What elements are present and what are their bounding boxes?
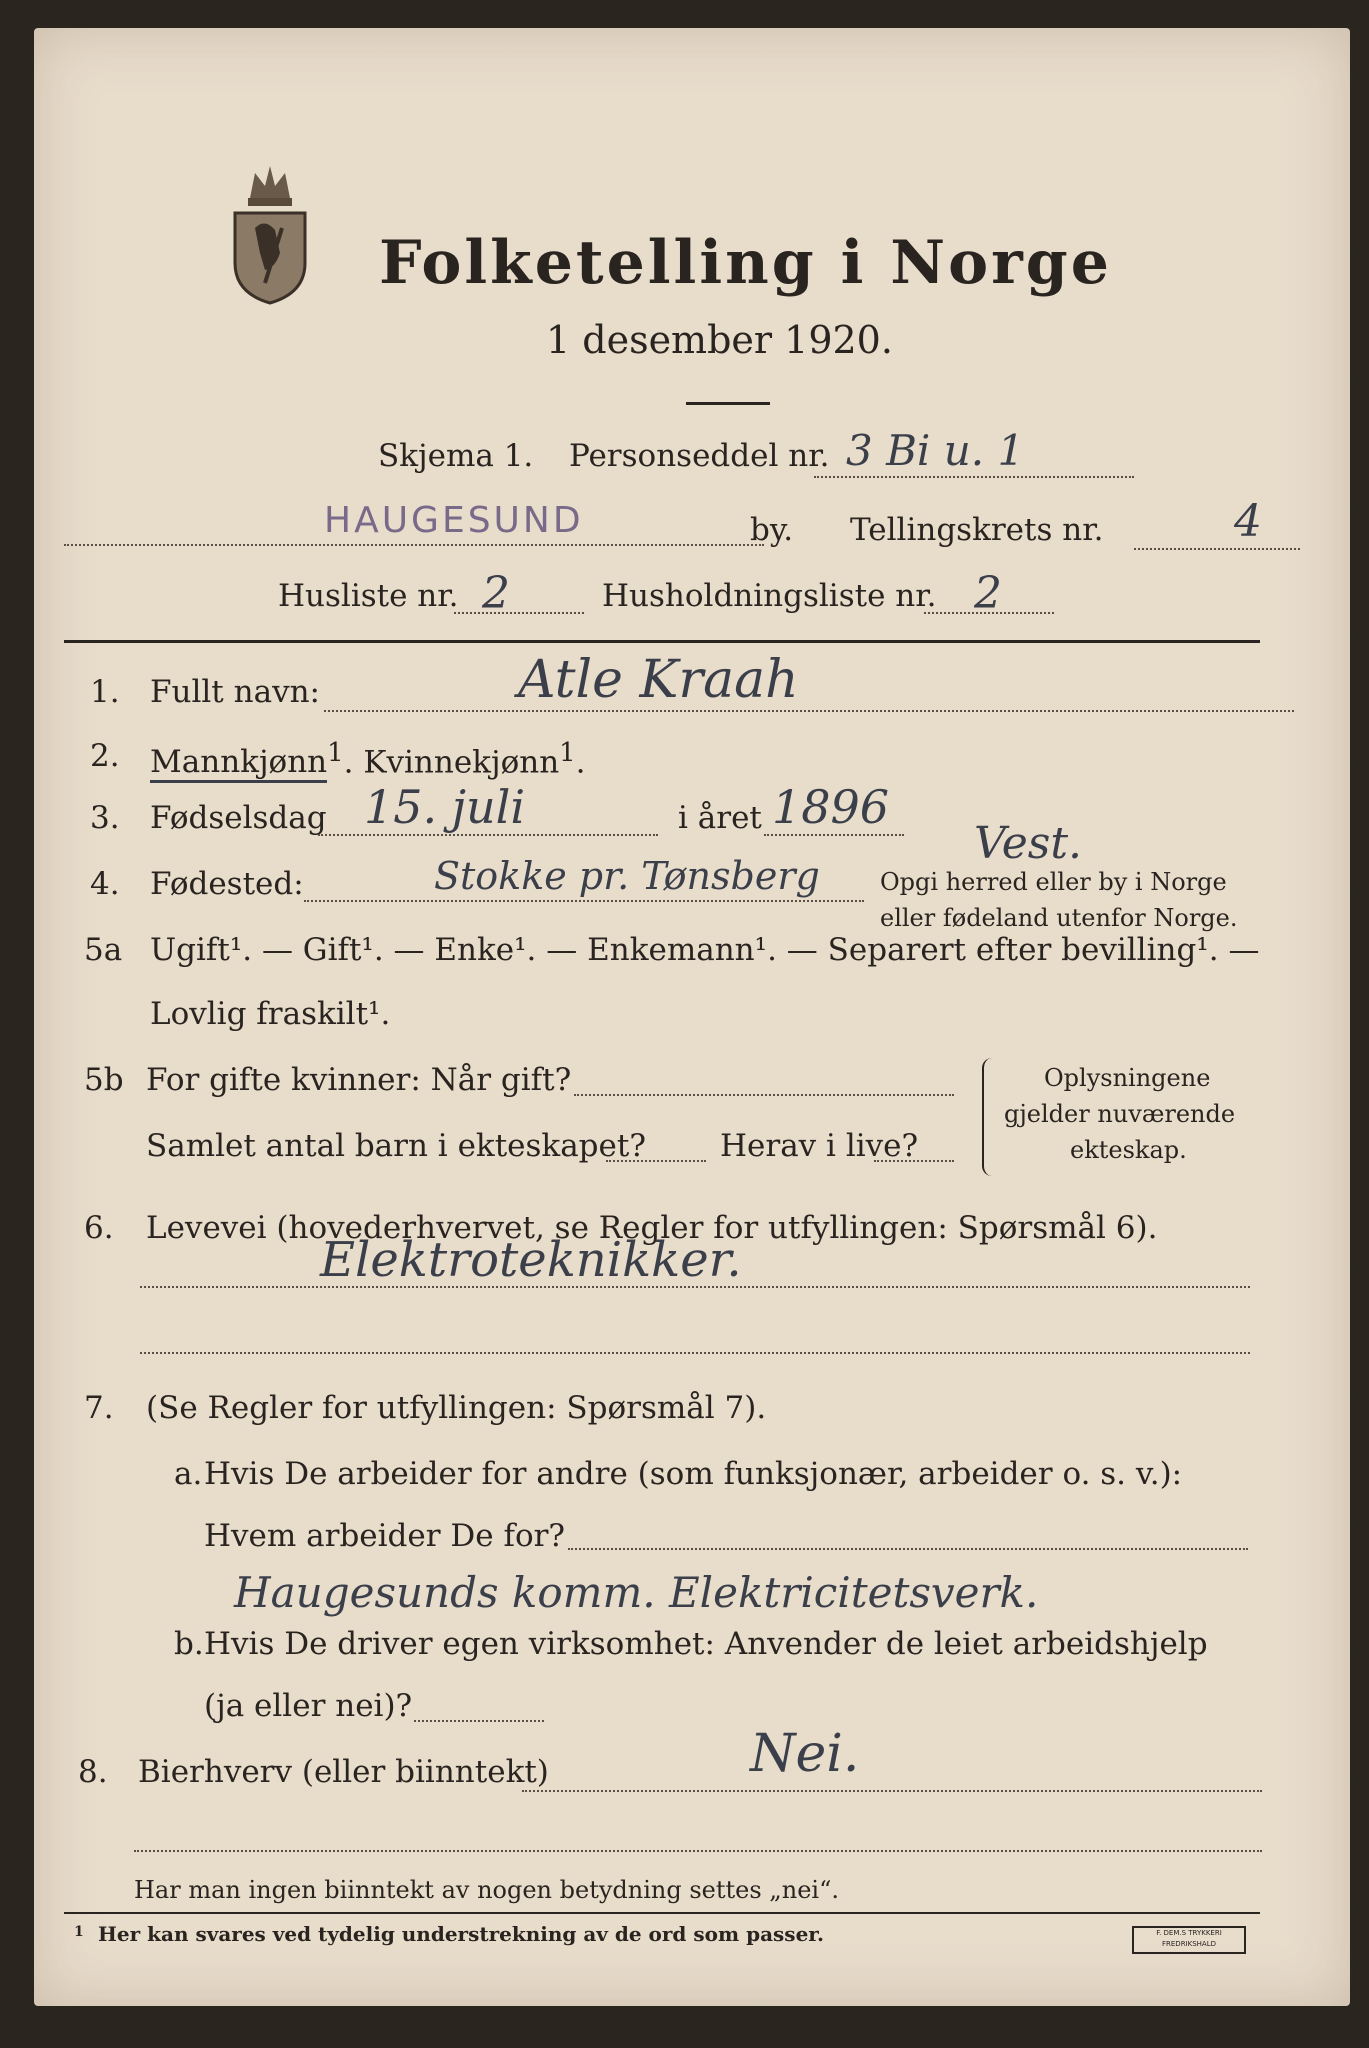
footnote-num: 1 [74,1924,84,1940]
personseddel-value: 3 Bi u. 1 [846,426,1025,475]
form-title: Folketelling i Norge [379,228,1112,298]
q7a-text: Hvis De arbeider for andre (som funksjonær, arbeider o. s. v.): [204,1456,1183,1492]
q4-birthplace-value: Stokke pr. Tønsberg [434,854,820,898]
q4-label: Fødested: [150,866,304,902]
q7-label: (Se Regler for utfyllingen: Spørsmål 7). [146,1390,767,1426]
q7a-letter: a. [174,1456,203,1492]
q5b-num: 5b [84,1062,124,1098]
q5b-brace [982,1058,998,1176]
header-rule [64,640,1260,643]
q7a-question: Hvem arbeider De for? [204,1518,566,1554]
q4-note-line1: Opgi herred eller by i Norge [880,868,1227,896]
mannkjonn-option: Mannkjønn [150,744,327,783]
footer-note: Har man ingen biinntekt av nogen betydning settes „nei“. [134,1876,839,1904]
personseddel-label: Personseddel nr. [569,438,830,474]
q5b-line1: For gifte kvinner: Når gift? [146,1062,572,1098]
q6-num: 6. [84,1210,114,1246]
q4-note-line2: eller fødeland utenfor Norge. [880,904,1238,932]
q7-num: 7. [84,1390,114,1426]
q5b-line2a: Samlet antal barn i ekteskapet? [146,1128,646,1164]
tellingskrets-value: 4 [1234,496,1262,547]
q8-label: Bierhverv (eller biinntekt) [138,1754,549,1790]
q1-label: Fullt navn: [150,674,320,710]
q3-day-value: 15. juli [364,780,526,834]
q5b-note3: ekteskap. [1070,1136,1187,1164]
q2-options: Mannkjønn$^1$. Kvinnekjønn$^1$. [150,738,585,780]
q7b-text: Hvis De driver egen virksomhet: Anvender de leiet arbeidshjelp [204,1626,1208,1662]
q1-name-value: Atle Kraah [518,650,799,710]
q7b-question: (ja eller nei)? [204,1688,413,1724]
q3-year-value: 1896 [772,780,890,834]
q4-num: 4. [90,866,120,902]
q5a-line2: Lovlig fraskilt¹. [150,996,391,1032]
footnote-text: Her kan svares ved tydelig understrekning av de ord som passer. [98,1922,824,1946]
q3-year-label: i året [678,800,762,836]
title-divider [686,402,770,405]
q3-label: Fødselsdag [150,800,327,836]
q6-label: Levevei (hovederhvervet, se Regler for utfyllingen: Spørsmål 6). [146,1210,1158,1246]
q5b-note2: gjelder nuværende [1004,1100,1236,1128]
husliste-label: Husliste nr. [278,578,459,614]
q5b-note1: Oplysningene [1044,1064,1211,1092]
q1-num: 1. [90,674,120,710]
husholdning-value: 2 [974,568,1002,619]
q2-num: 2. [90,738,120,774]
tellingskrets-label: Tellingskrets nr. [850,512,1104,548]
q5a-options: Ugift¹. — Gift¹. — Enke¹. — Enkemann¹. — Separert efter bevilling¹. — [150,932,1260,968]
q8-num: 8. [78,1754,108,1790]
q3-extra-value: Vest. [974,818,1083,869]
husholdning-label: Husholdningsliste nr. [602,578,937,614]
q6-occupation-value: Elektroteknikker. [320,1232,742,1288]
census-date: 1 desember 1920. [546,318,893,362]
q8-value: Nei. [750,1724,860,1784]
footer-rule [64,1912,1260,1914]
by-label: by. [750,512,794,548]
q7a-employer-value: Haugesunds komm. Elektricitetsverk. [234,1568,1039,1617]
skjema-label: Skjema 1. [378,438,534,474]
coat-of-arms-icon [220,158,320,308]
city-stamp: HAUGESUND [324,500,584,541]
q3-num: 3. [90,800,120,836]
q5b-line2b: Herav i live? [720,1128,919,1164]
census-form-sheet [34,28,1350,2006]
husliste-value: 2 [482,568,510,619]
printer-mark: F. DEM.S TRYKKERI FREDRIKSHALD [1132,1926,1246,1954]
kvinnekjonn-option: Kvinnekjønn [363,744,560,781]
q5a-num: 5a [84,932,123,968]
q7b-letter: b. [174,1626,204,1662]
